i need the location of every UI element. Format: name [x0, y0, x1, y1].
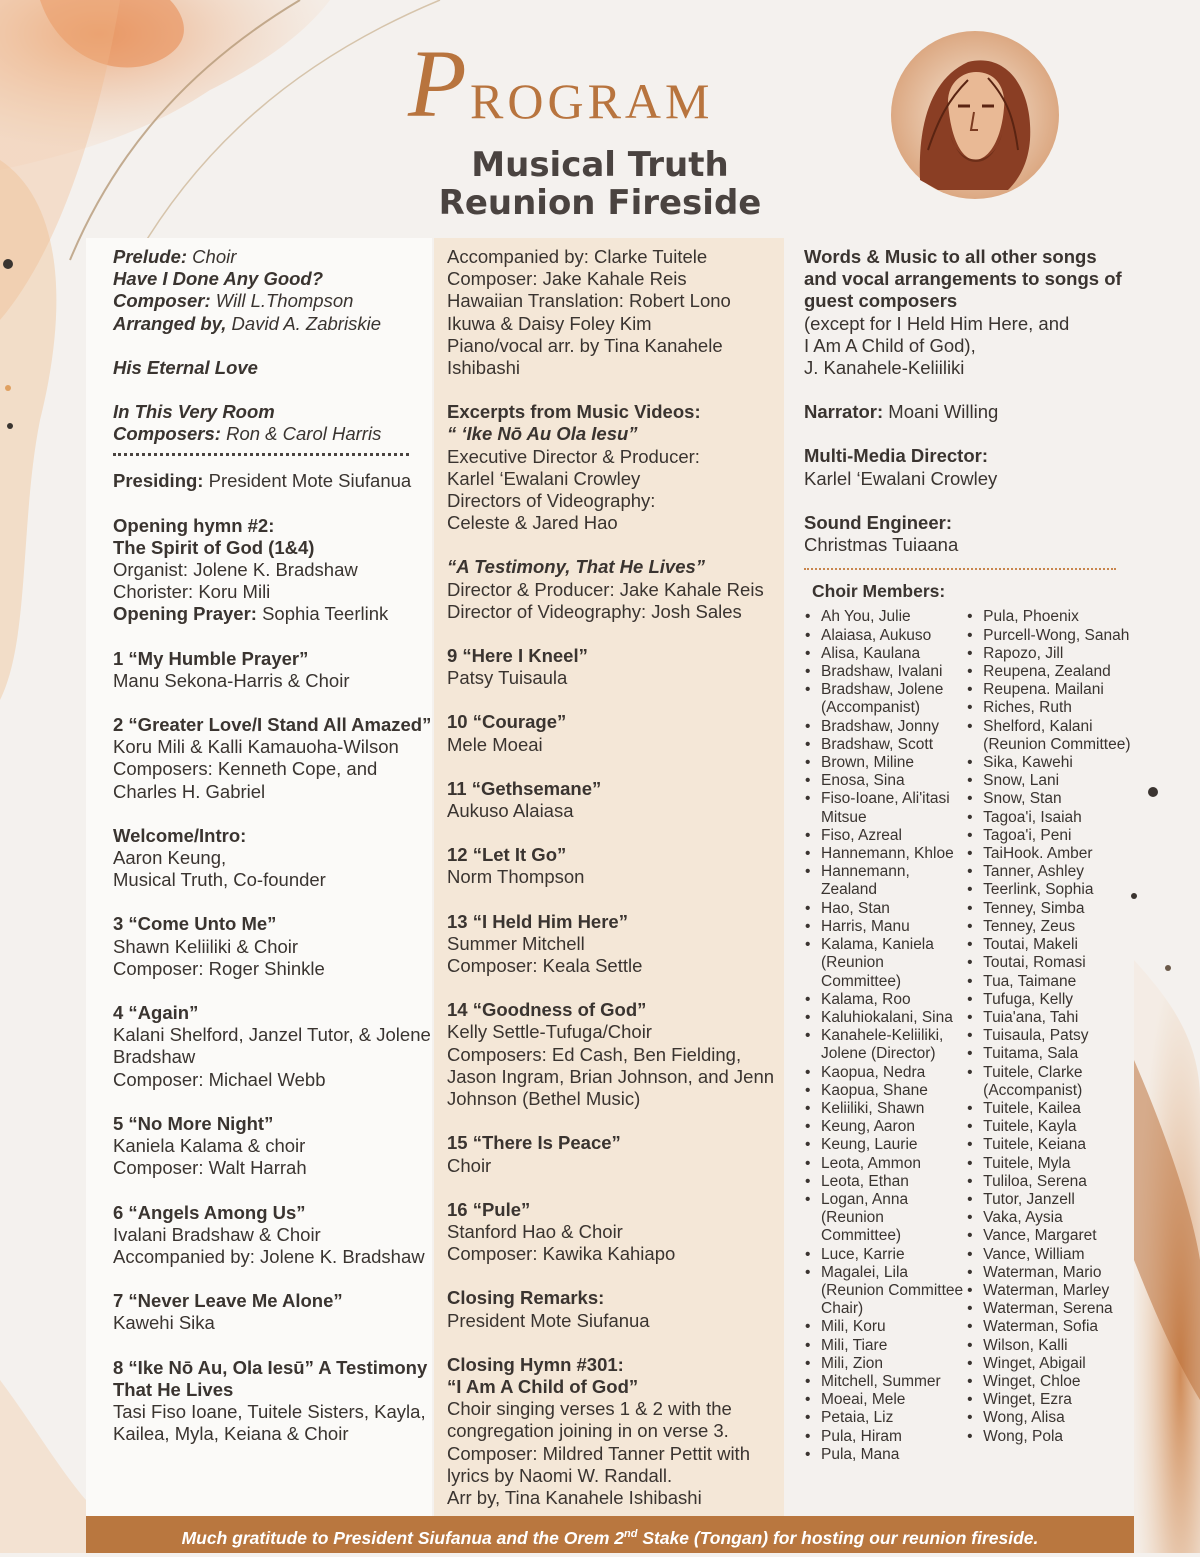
choir-member: • Tuitele, Kayla [983, 1118, 1134, 1136]
choir-member: • Alisa, Kaulana [821, 645, 966, 663]
accompaniment-line: Piano/vocal arr. by Tina Kanahele Ishibashi [447, 334, 723, 379]
eternal-love-block [113, 357, 432, 379]
choir-member: • Tanner, Ashley [983, 863, 1134, 881]
program-item-title: 5 “No More Night” [113, 1112, 274, 1134]
choir-member: • Pula, Hiram [821, 1428, 966, 1446]
choir-member: • Winget, Chloe [983, 1373, 1134, 1391]
choir-member: • Tuitele, Kailea [983, 1100, 1134, 1118]
choir-member: • Tuia'ana, Tahi [983, 1009, 1134, 1027]
choir-member: • Tuisaula, Patsy [983, 1027, 1134, 1045]
choir-member: • Waterman, Mario [983, 1264, 1134, 1282]
opening-hymn-title: Opening hymn #2: [113, 514, 275, 536]
program-items-2 [447, 645, 784, 1509]
choir-member: • Vance, William [983, 1246, 1134, 1264]
excerpts-line: Directors of Videography: [447, 490, 656, 512]
narrator-label: Narrator: [804, 401, 884, 423]
subtitle-line-2: Reunion Fireside [438, 183, 762, 223]
footer-banner [86, 1516, 1134, 1553]
program-item-line: Shawn Keliiliki & Choir [113, 935, 299, 957]
choir-member: • Tagoa'i, Isaiah [983, 809, 1134, 827]
choir-member: • Bradshaw, Ivalani [821, 663, 966, 681]
program-item-title: 10 “Courage” [447, 711, 567, 733]
choir-list-left [804, 608, 966, 1464]
program-item-line: Composer: Michael Webb [113, 1068, 326, 1090]
narrator-block [804, 401, 1134, 423]
prelude-composer: Composer: Will L.Thompson [113, 290, 354, 312]
program-item [113, 1002, 432, 1091]
choir-member: • Tuitele, Keiana [983, 1136, 1134, 1154]
footer-text-end: Stake (Tongan) for hosting our reunion fireside. [637, 1527, 1039, 1548]
program-item-title: 4 “Again” [113, 1002, 199, 1024]
program-item-line: Kalani Shelford, Janzel Tutor, & Jolene Bradshaw [113, 1024, 431, 1068]
program-item [113, 913, 432, 980]
program-item [113, 1113, 432, 1180]
testimony-title: “A Testimony, That He Lives” [447, 556, 706, 578]
narrator-value: Moani Willing [883, 401, 999, 423]
program-item [447, 1354, 784, 1509]
prelude-block [113, 246, 432, 335]
program-item-line: Kaniela Kalama & choir [113, 1135, 306, 1157]
presiding-value: President Mote Siufanua [203, 470, 412, 492]
choir-member: • Toutai, Makeli [983, 936, 1134, 954]
choir-member: • Wong, Pola [983, 1428, 1134, 1446]
sound-block [804, 512, 1134, 556]
choir-member: • Tuitama, Sala [983, 1045, 1134, 1063]
program-item-title: 12 “Let It Go” [447, 844, 567, 866]
testimony-block [447, 556, 784, 623]
sound-value: Christmas Tuiaana [804, 534, 959, 556]
program-item-line: Composer: Kawika Kahiapo [447, 1243, 676, 1265]
program-item-title: 2 “Greater Love/I Stand All Amazed” [113, 714, 432, 736]
choir-member: • Snow, Lani [983, 772, 1134, 790]
dotted-divider [113, 453, 409, 456]
choir-member: • Bradshaw, Scott [821, 736, 966, 754]
choir-member: • Harris, Manu [821, 918, 966, 936]
program-item-title: 16 “Pule” [447, 1198, 531, 1220]
very-room-block [113, 401, 432, 445]
choir-member: • Bradshaw, Jolene (Accompanist) [821, 681, 966, 717]
program-item-title: 3 “Come Unto Me” [113, 913, 277, 935]
presiding-label: Presiding: [113, 470, 204, 492]
choir-member: • Winget, Abigail [983, 1355, 1134, 1373]
choir-member: • Snow, Stan [983, 790, 1134, 808]
opening-chorister: Chorister: Koru Mili [113, 581, 271, 603]
program-item-line: Choir singing verses 1 & 2 with the congregation joining in on verse 3. [447, 1398, 732, 1442]
excerpts-block [447, 401, 784, 534]
program-item-line: Composers: Kenneth Cope, and Charles H. Gabriel [113, 758, 378, 802]
choir-list-right [966, 608, 1134, 1464]
subtitle-line-1: Musical Truth [471, 145, 729, 185]
choir-member: • Tuliloa, Serena [983, 1173, 1134, 1191]
opening-organist: Organist: Jolene K. Bradshaw [113, 559, 358, 581]
program-item-title: “I Am A Child of God” [447, 1375, 639, 1397]
program-item-line: Composer: Keala Settle [447, 955, 643, 977]
credits-words-title: Words & Music to all other songs and vocal arrangements to songs of guest composers [804, 246, 1122, 312]
choir-member: • Mili, Tiare [821, 1337, 966, 1355]
choir-member: • Luce, Karrie [821, 1246, 966, 1264]
testimony-line: Director & Producer: Jake Kahale Reis [447, 578, 764, 600]
program-item [447, 844, 784, 888]
dotted-divider-2 [804, 568, 1116, 570]
credits-words-line: I Am A Child of God), [804, 334, 976, 356]
choir-member: • Leota, Ammon [821, 1155, 966, 1173]
program-column-3 [786, 238, 1134, 1516]
choir-member: • Kalama, Kaniela (Reunion Committee) [821, 936, 966, 991]
program-item-title: 9 “Here I Kneel” [447, 645, 588, 667]
accompaniment-block [447, 246, 784, 379]
program-item-title: 1 “My Humble Prayer” [113, 647, 309, 669]
program-item [447, 711, 784, 755]
choir-member: • Sika, Kawehi [983, 754, 1134, 772]
program-item-title: 7 “Never Leave Me Alone” [113, 1290, 343, 1312]
program-item [447, 1199, 784, 1266]
program-item [113, 1290, 432, 1334]
program-item [447, 999, 784, 1110]
choir-member: • Fiso-Ioane, Ali'itasi Mitsue [821, 790, 966, 826]
choir-member: • Magalei, Lila (Reunion Committee Chair) [821, 1264, 966, 1319]
choir-member: • Winget, Ezra [983, 1391, 1134, 1409]
program-item-line: Tasi Fiso Ioane, Tuitele Sisters, Kayla, Kailea, Myla, Keiana & Choir [113, 1400, 426, 1445]
program-item-line: Patsy Tuisaula [447, 667, 568, 689]
choir-member: • Vaka, Aysia [983, 1209, 1134, 1227]
program-item-title: 6 “Angels Among Us” [113, 1201, 306, 1223]
choir-member: • Tagoa'i, Peni [983, 827, 1134, 845]
program-item-line: Koru Mili & Kalli Kamauoha-Wilson [113, 736, 399, 758]
program-item-line: Ivalani Bradshaw & Choir [113, 1223, 321, 1245]
program-item-title: Closing Remarks: [447, 1287, 605, 1309]
choir-member: • Wong, Alisa [983, 1409, 1134, 1427]
credits-words-line: J. Kanahele-Keliiliki [804, 357, 965, 379]
choir-member: • Waterman, Marley [983, 1282, 1134, 1300]
choir-member: • TaiHook. Amber [983, 845, 1134, 863]
choir-member: • Toutai, Romasi [983, 954, 1134, 972]
program-item-line: Stanford Hao & Choir [447, 1220, 623, 1242]
multimedia-title: Multi-Media Director: [804, 445, 988, 467]
title-rest: ROGRAM [470, 73, 714, 129]
program-item-line: President Mote Siufanua [447, 1309, 650, 1331]
program-item [113, 1357, 432, 1446]
choir-member: • Keliiliki, Shawn [821, 1100, 966, 1118]
accompaniment-line: Hawaiian Translation: Robert Lono Ikuwa & Daisy Foley Kim [447, 290, 731, 334]
title-initial: P [408, 30, 467, 137]
excerpts-title: Excerpts from Music Videos: [447, 401, 701, 423]
program-item [113, 714, 432, 803]
footer-text: Much gratitude to President Siufanua and the Orem 2 [181, 1527, 625, 1548]
sound-title: Sound Engineer: [804, 511, 952, 533]
program-item [447, 1287, 784, 1331]
choir-member: • Tutor, Janzell [983, 1191, 1134, 1209]
choir-member: • Tua, Taimane [983, 973, 1134, 991]
choir-member: • Pula, Phoenix [983, 608, 1134, 626]
prelude-song: Have I Done Any Good? [113, 268, 324, 290]
choir-member: • Hao, Stan [821, 900, 966, 918]
choir-member: • Vance, Margaret [983, 1227, 1134, 1245]
program-item-title: Welcome/Intro: [113, 824, 247, 846]
choir-member: • Reupena, Zealand [983, 663, 1134, 681]
choir-member: • Fiso, Azreal [821, 827, 966, 845]
choir-member: • Pula, Mana [821, 1446, 966, 1464]
program-item-title: Closing Hymn #301: [447, 1353, 624, 1375]
choir-member: • Mili, Koru [821, 1318, 966, 1336]
program-item-title: 15 “There Is Peace” [447, 1132, 621, 1154]
program-item-line: Kelly Settle-Tufuga/Choir [447, 1021, 652, 1043]
choir-member: • Brown, Miline [821, 754, 966, 772]
prelude-line: Prelude: Choir [113, 246, 237, 267]
choir-member: • Shelford, Kalani (Reunion Committee) [983, 718, 1134, 754]
program-item-line: Composer: Roger Shinkle [113, 957, 325, 979]
program-item-title: 11 “Gethsemane” [447, 777, 602, 799]
program-item-title: 13 “I Held Him Here” [447, 910, 628, 932]
program-item-line: Composer: Mildred Tanner Pettit with lyrics by Naomi W. Randall. [447, 1442, 750, 1486]
choir-member: • Bradshaw, Jonny [821, 718, 966, 736]
choir-member: • Purcell-Wong, Sanah [983, 627, 1134, 645]
prelude-arranger: Arranged by, David A. Zabriskie [113, 312, 381, 334]
multimedia-value: Karlel ‘Ewalani Crowley [804, 467, 998, 489]
choir-member: • Wilson, Kalli [983, 1337, 1134, 1355]
program-items-1 [113, 648, 432, 1446]
choir-member: • Leota, Ethan [821, 1173, 966, 1191]
program-column-1 [86, 238, 432, 1516]
program-item-line: Summer Mitchell [447, 932, 585, 954]
choir-member: • Keung, Laurie [821, 1136, 966, 1154]
choir-member: • Waterman, Sofia [983, 1318, 1134, 1336]
choir-member: • Kalama, Roo [821, 991, 966, 1009]
subtitle [380, 146, 820, 222]
choir-member: • Rapozo, Jill [983, 645, 1134, 663]
choir-member: • Reupena. Mailani [983, 681, 1134, 699]
choir-member: • Kaluhiokalani, Sina [821, 1009, 966, 1027]
footer-sup: nd [624, 1528, 638, 1540]
program-item-line: Kawehi Sika [113, 1312, 215, 1334]
multimedia-block [804, 445, 1134, 489]
program-item [113, 648, 432, 692]
choir-member: • Kaopua, Shane [821, 1082, 966, 1100]
choir-member: • Alaiasa, Aukuso [821, 627, 966, 645]
choir-member: • Petaia, Liz [821, 1409, 966, 1427]
presiding-block [113, 470, 432, 492]
program-item-line: Aaron Keung, [113, 847, 227, 869]
excerpts-line: Celeste & Jared Hao [447, 512, 618, 534]
eternal-love-title: His Eternal Love [113, 356, 258, 378]
very-room-composers: Composers: Ron & Carol Harris [113, 423, 382, 445]
choir-member: • Kaopua, Nedra [821, 1064, 966, 1082]
choir-member: • Tenney, Zeus [983, 918, 1134, 936]
accompaniment-line: Composer: Jake Kahale Reis [447, 268, 687, 290]
choir-member: • Tuitele, Myla [983, 1155, 1134, 1173]
program-item [113, 1202, 432, 1269]
jesus-portrait-image [868, 30, 1082, 200]
opening-block [113, 515, 432, 626]
choir-member: • Teerlink, Sophia [983, 881, 1134, 899]
choir-member: • Mili, Zion [821, 1355, 966, 1373]
excerpts-subtitle: “ ‘Ike Nō Au Ola Iesu” [447, 423, 638, 445]
opening-hymn-name: The Spirit of God (1&4) [113, 536, 315, 558]
opening-prayer: Opening Prayer: Sophia Teerlink [113, 603, 389, 625]
testimony-line: Director of Videography: Josh Sales [447, 600, 742, 622]
program-item [447, 911, 784, 978]
excerpts-line: Executive Director & Producer: [447, 445, 700, 467]
choir-member: • Moeai, Mele [821, 1391, 966, 1409]
program-item-line: Accompanied by: Jolene K. Bradshaw [113, 1245, 425, 1267]
program-item-line: Choir [447, 1154, 492, 1176]
choir-member: • Tenney, Simba [983, 900, 1134, 918]
program-item-line: Mele Moeai [447, 733, 543, 755]
choir-member: • Kanahele-Keliiliki, Jolene (Director) [821, 1027, 966, 1063]
choir-member: • Riches, Ruth [983, 699, 1134, 717]
credits-words-block [804, 246, 1134, 379]
program-item [447, 1132, 784, 1176]
choir-member: • Ah You, Julie [821, 608, 966, 626]
choir-member: • Enosa, Sina [821, 772, 966, 790]
choir-members-list [804, 608, 1134, 1464]
choir-member: • Mitchell, Summer [821, 1373, 966, 1391]
program-item-line: Arr by, Tina Kanahele Ishibashi [447, 1486, 702, 1508]
program-item-line: Composer: Walt Harrah [113, 1157, 307, 1179]
credits-words-line: (except for I Held Him Here, and [804, 312, 1070, 334]
choir-member: • Tufuga, Kelly [983, 991, 1134, 1009]
very-room-title: In This Very Room [113, 401, 275, 423]
choir-member: • Waterman, Serena [983, 1300, 1134, 1318]
excerpts-line: Karlel ‘Ewalani Crowley [447, 467, 641, 489]
choir-member: • Hannemann, Khloe [821, 845, 966, 863]
choir-member: • Logan, Anna (Reunion Committee) [821, 1191, 966, 1246]
choir-members-title: Choir Members: [812, 581, 946, 602]
program-item-line: Aukuso Alaiasa [447, 800, 574, 822]
accompaniment-line: Accompanied by: Clarke Tuitele [447, 246, 708, 267]
program-item-title: 8 “Ike Nō Au, Ola Iesū” A Testimony That He Lives [113, 1356, 428, 1400]
choir-member: • Tuitele, Clarke (Accompanist) [983, 1064, 1134, 1100]
program-column-2 [434, 238, 784, 1516]
program-item-line: Musical Truth, Co-founder [113, 869, 326, 891]
program-item-line: Composers: Ed Cash, Ben Fielding, Jason Ingram, Brian Johnson, and Jenn Johnson (Bethel Music) [447, 1043, 775, 1110]
program-item-line: Manu Sekona-Harris & Choir [113, 669, 350, 691]
choir-member: • Hannemann, Zealand [821, 863, 966, 899]
program-item [113, 825, 432, 892]
program-item [447, 645, 784, 689]
program-item-title: 14 “Goodness of God” [447, 999, 647, 1021]
program-item [447, 778, 784, 822]
choir-member: • Keung, Aaron [821, 1118, 966, 1136]
program-item-line: Norm Thompson [447, 866, 585, 888]
